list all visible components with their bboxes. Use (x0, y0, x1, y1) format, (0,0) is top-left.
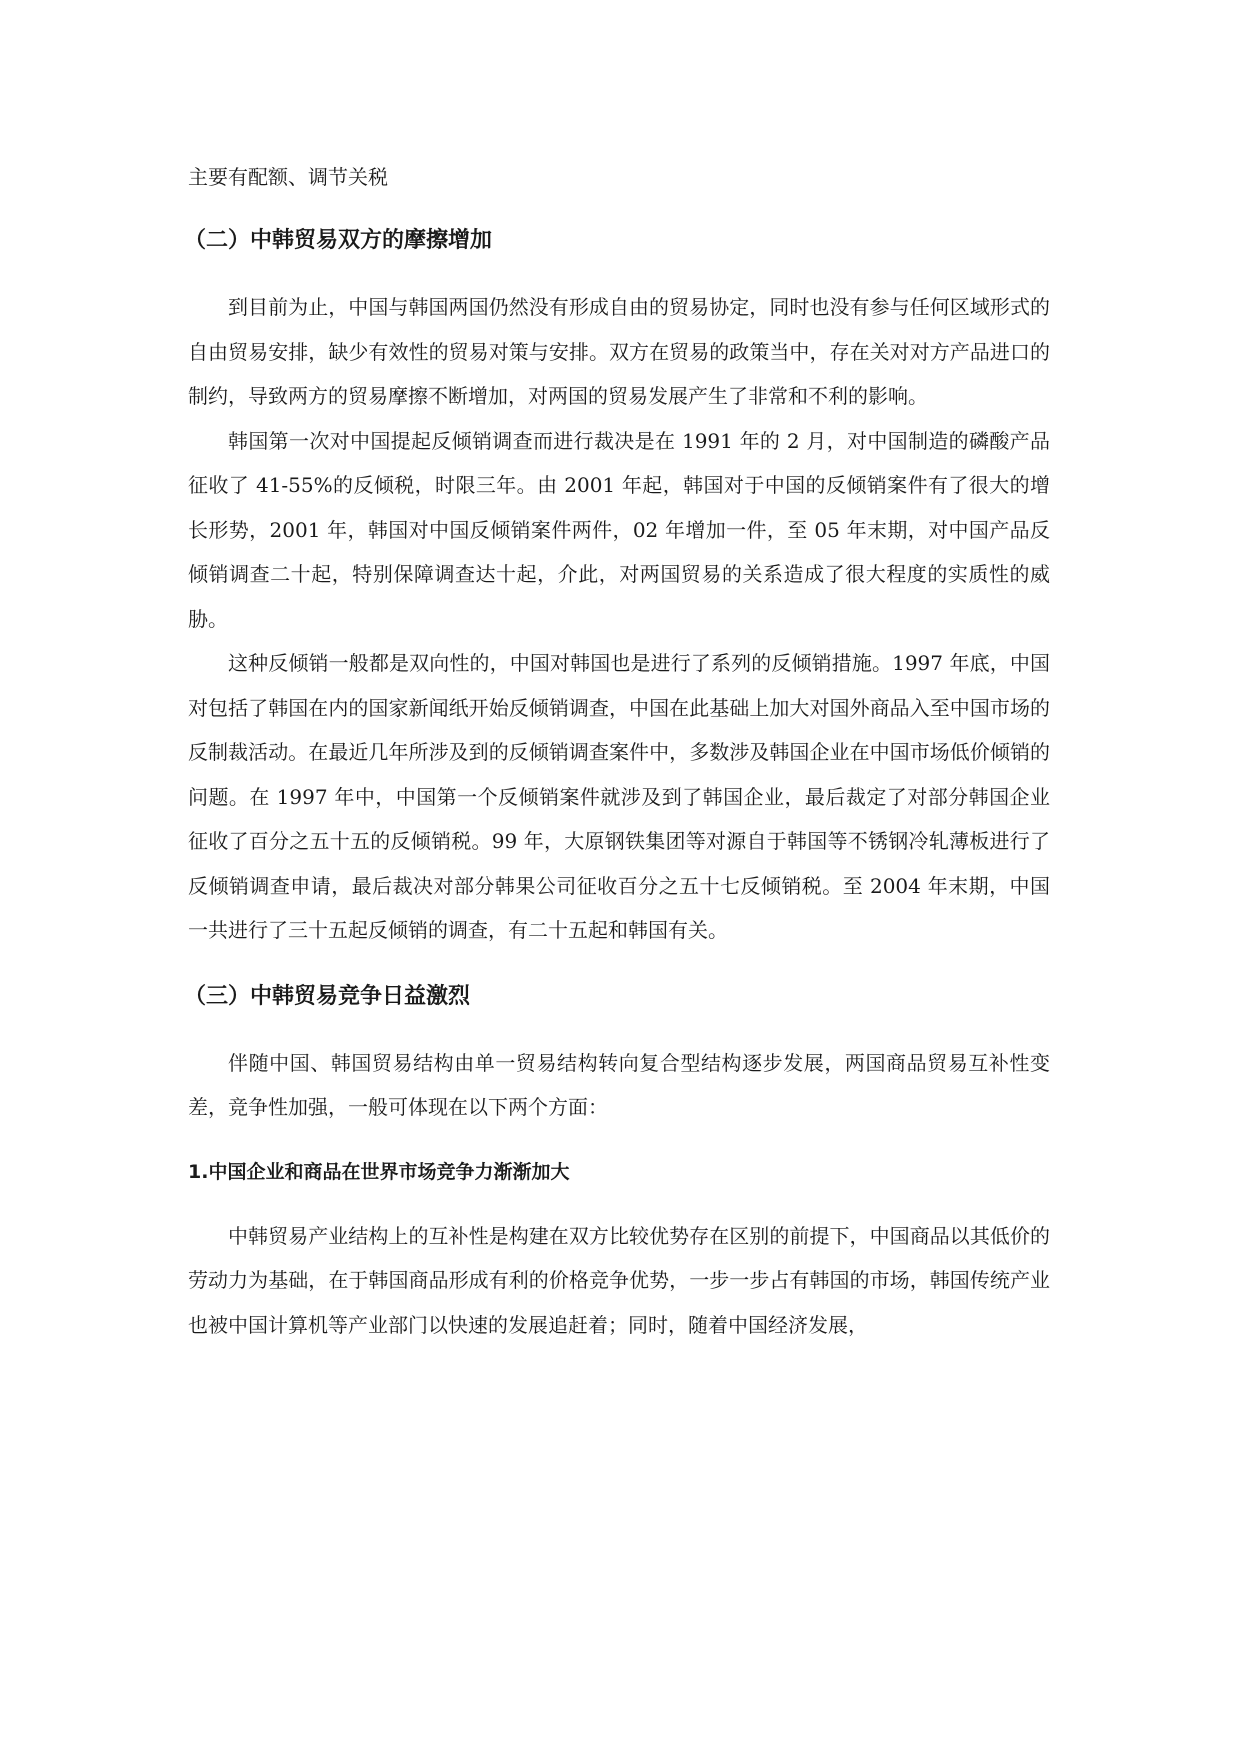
section-heading-competition: （三）中韩贸易竞争日益激烈 (184, 983, 471, 1009)
paragraph-korea-antidumping: 韩国第一次对中国提起反倾销调查而进行裁决是在 1991 年的 2 月，对中国制造的磷酸产品征收了 41-55%的反倾税，时限三年。由 2001 年起，韩国对于中国的反倾销案件有了很大的增长形势，2001 年，韩国对中国反倾销案件两件，02 年增加一件，至 05 年末期，对中国产品反倾销调查二十起，特别保障调查达十起，介此，对两国贸易的关系造成了很大程度的实质性的威胁。 (188, 428, 1050, 631)
paragraph-complementarity: 中韩贸易产业结构上的互补性是构建在双方比较优势存在区别的前提下，中国商品以其低价的劳动力为基础，在于韩国商品形成有利的价格竞争优势，一步一步占有韩国的市场，韩国传统产业也被中国计算机等产业部门以快速的发展追赶着；同时，随着中国经济发展， (188, 1223, 1050, 1337)
paragraph-no-fta: 到目前为止，中国与韩国两国仍然没有形成自由的贸易协定，同时也没有参与任何区域形式的自由贸易安排，缺少有效性的贸易对策与安排。双方在贸易的政策当中，存在关对对方产品进口的制约，导致两方的贸易摩擦不断增加，对两国的贸易发展产生了非常和不利的影响。 (188, 295, 1050, 408)
paragraph-china-antidumping: 这种反倾销一般都是双向性的，中国对韩国也是进行了系列的反倾销措施。1997 年底，中国对包括了韩国在内的国家新闻纸开始反倾销调查，中国在此基础上加大对国外商品入至中国市场的反制裁活动。在最近几年所涉及到的反倾销调查案件中，多数涉及韩国企业在中国市场低价倾销的问题。在 1997 年中，中国第一个反倾销案件就涉及到了韩国企业，最后裁定了对部分韩国企业征收了百分之五十五的反倾销税。99 年，大原钢铁集团等对源自于韩国等不锈钢冷轧薄板进行了反倾销调查申请，最后裁决对部分韩果公司征收百分之五十七反倾销税。至 2004 年末期，中国一共进行了三十五起反倾销的调查，有二十五起和韩国有关。 (188, 651, 1050, 942)
page-content (184, 155, 1050, 1347)
section-heading-friction: （二）中韩贸易双方的摩擦增加 (184, 228, 493, 253)
continued-text-fragment: 主要有配额、调节关税 (188, 165, 388, 189)
paragraph-trade-structure: 伴随中国、韩国贸易结构由单一贸易结构转向复合型结构逐步发展，两国商品贸易互补性变差，竞争性加强，一般可体现在以下两个方面： (188, 1050, 1050, 1119)
subsection-heading-competitiveness: 1.中国企业和商品在世界市场竞争力渐渐加大 (188, 1160, 570, 1183)
